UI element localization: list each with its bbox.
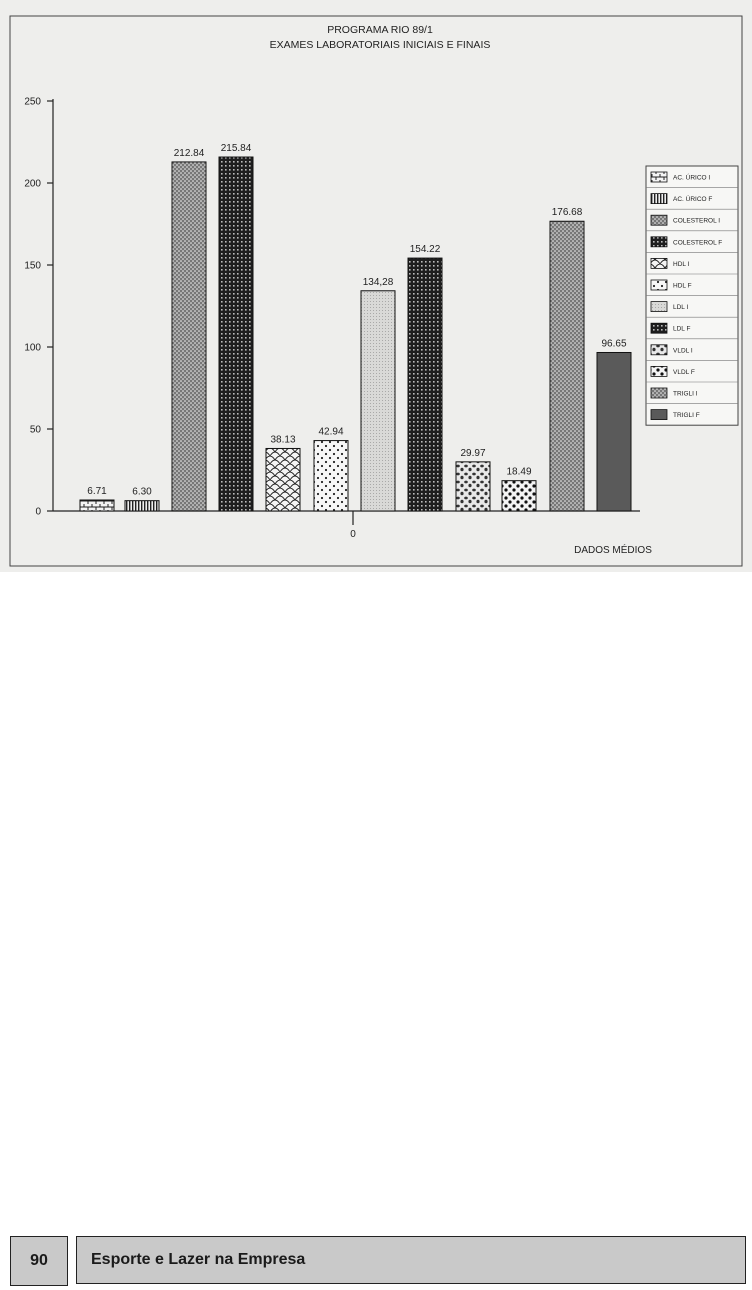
x-tick-label: 0 [350, 529, 356, 540]
legend-swatch [651, 237, 667, 247]
y-tick-label: 250 [24, 96, 41, 108]
legend-swatch [651, 323, 667, 333]
bar [125, 501, 159, 511]
bar-value-label: 38.13 [270, 434, 296, 446]
bar-value-label: 176.68 [551, 207, 583, 219]
legend-label: HDL I [673, 260, 690, 268]
legend-swatch [651, 345, 667, 355]
bar-value-label: 215.84 [220, 143, 252, 155]
bar [502, 481, 536, 511]
legend-label: AC. ÚRICO F [673, 196, 713, 204]
y-tick-label: 0 [35, 506, 41, 518]
bar [172, 162, 206, 511]
legend-label: COLESTEROL I [673, 217, 721, 225]
legend-label: VLDL I [673, 347, 693, 355]
bar-chart [0, 0, 752, 572]
chart-subtitle: EXAMES LABORATORIAIS INICIAIS E FINAIS [269, 39, 491, 51]
legend [646, 166, 738, 425]
bar-value-label: 6.30 [132, 486, 152, 498]
bar [361, 291, 395, 511]
bar-value-label: 42.94 [318, 426, 344, 438]
page-footer [10, 1236, 750, 1286]
page-number: 90 [10, 1236, 68, 1286]
legend-label: LDL F [673, 325, 691, 333]
bar-value-label: 29.97 [460, 447, 486, 459]
legend-label: COLESTEROL F [673, 239, 723, 247]
y-tick-label: 150 [24, 260, 41, 272]
bar [219, 157, 253, 511]
legend-label: LDL I [673, 304, 689, 312]
legend-swatch [651, 280, 667, 290]
bar [80, 500, 114, 511]
y-tick-label: 50 [29, 424, 41, 436]
bar-value-label: 6.71 [87, 485, 107, 497]
bar [597, 352, 631, 511]
bar-value-label: 96.65 [601, 338, 627, 350]
legend-label: TRIGLI F [673, 412, 700, 420]
bar [266, 448, 300, 511]
x-axis-label: DADOS MÉDIOS [574, 545, 652, 556]
bar [456, 462, 490, 511]
bar-value-label: 212.84 [173, 147, 205, 159]
legend-label: HDL F [673, 282, 692, 290]
y-tick-label: 200 [24, 178, 41, 190]
footer-title: Esporte e Lazer na Empresa [76, 1236, 746, 1284]
legend-swatch [651, 194, 667, 204]
bar [408, 258, 442, 511]
legend-swatch [651, 302, 667, 312]
legend-swatch [651, 258, 667, 268]
legend-swatch [651, 388, 667, 398]
bar-value-label: 134,28 [362, 276, 394, 288]
bars [80, 143, 631, 511]
legend-swatch [651, 366, 667, 376]
chart-title: PROGRAMA RIO 89/1 [327, 24, 433, 36]
legend-label: TRIGLI I [673, 390, 698, 398]
bar [550, 221, 584, 511]
bar-value-label: 154.22 [409, 244, 441, 256]
chart-panel [0, 0, 752, 572]
legend-label: VLDL F [673, 368, 695, 376]
bar [314, 441, 348, 511]
bar-value-label: 18.49 [506, 466, 532, 478]
legend-swatch [651, 410, 667, 420]
legend-swatch [651, 172, 667, 182]
y-tick-label: 100 [24, 342, 41, 354]
legend-swatch [651, 215, 667, 225]
legend-label: AC. ÚRICO I [673, 174, 711, 182]
